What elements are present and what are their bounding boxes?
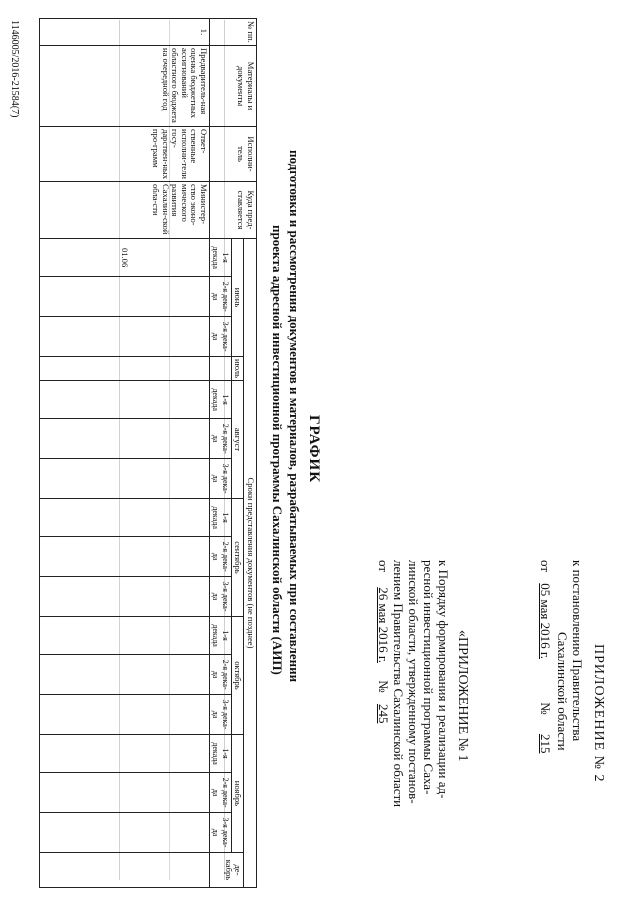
annex1-block [376, 560, 470, 870]
month-october: октябрь [232, 616, 245, 734]
month-september: сентябрь [232, 498, 245, 616]
september-decade-2: 2-я дека-да [210, 537, 232, 577]
annex2-title: ПРИЛОЖЕНИЕ № 2 [591, 644, 606, 783]
annex1-number-prefix: № [376, 680, 391, 693]
july-decade-blank [210, 356, 232, 380]
september-decade-1: 1-я декада [210, 498, 232, 536]
row1-june-3 [40, 317, 210, 357]
june-decade-3: 3-я дека-да [210, 317, 232, 357]
row1-july [40, 356, 210, 380]
row1-december [40, 852, 210, 887]
row1-september-1 [40, 498, 210, 536]
row1-september-2 [40, 537, 210, 577]
annex1-line-1: ресной инвестиционной программы Саха- [421, 560, 436, 795]
header-number: № пп. [210, 19, 257, 46]
october-decade-1: 1-я декада [210, 616, 232, 654]
august-decade-1: 1-я декада [210, 381, 232, 419]
row1-october-3 [40, 695, 210, 735]
header-deadlines: Сроки представления документов (не позднее) [244, 239, 257, 888]
month-august: август [232, 381, 245, 499]
annex2-number: 215 [538, 733, 553, 754]
annex2-date-prefix: от [538, 560, 553, 573]
october-decade-3: 3-я дека-да [210, 695, 232, 735]
june-decade-2: 2-я дека-да [210, 277, 232, 317]
annex1-line-0: к Порядку формирования и реализации ад- [436, 560, 451, 799]
august-decade-3: 3-я дека-да [210, 459, 232, 499]
row1-june-2 [40, 277, 210, 317]
row1-materials: Предваритель-ная оценка бюджетных ассигнований областного бюджета на очередной год [40, 46, 210, 127]
schedule-title: ГРАФИК [306, 415, 322, 484]
annex1-date: 26 мая 2016 г. [376, 587, 391, 664]
annex2-date: 05 мая 2016 г. [538, 583, 553, 660]
row1-november-2 [40, 773, 210, 813]
row1-executor: Ответ-ственные исполни-тели госу-дарствен-ных про-грамм [40, 127, 210, 182]
october-decade-2: 2-я дека-да [210, 655, 232, 695]
month-november: ноябрь [232, 734, 245, 852]
annex2-line2: Сахалинской области [555, 632, 570, 751]
annex2-number-prefix: № [538, 702, 553, 715]
table-header-row [244, 19, 257, 888]
august-decade-2: 2-я дека-да [210, 419, 232, 459]
schedule-table [39, 18, 257, 888]
annex2-line1: к постановлению Правительства [570, 560, 585, 742]
september-decade-3: 3-я дека-да [210, 577, 232, 617]
june-decade-1: 1-я декада [210, 239, 232, 277]
header-destination: Куда пред-ставляется [210, 182, 257, 239]
annex1-number: 245 [376, 703, 391, 724]
row1-october-2 [40, 655, 210, 695]
table-row [40, 19, 210, 888]
header-executor: Исполни-тель [210, 127, 257, 182]
month-june: июнь [232, 239, 245, 357]
november-decade-2: 2-я дека-да [210, 773, 232, 813]
annex1-line-2: линской области, утвержденному постанов- [406, 560, 421, 804]
month-december: де-кабрь [210, 852, 245, 887]
annex2-block [538, 560, 606, 860]
row1-october-1 [40, 616, 210, 654]
november-decade-1: 1-я декада [210, 734, 232, 772]
row1-number: 1. [40, 19, 210, 46]
annex1-date-prefix: от [376, 560, 391, 573]
row1-destination: Министер-ство эконо-мического развития Сахалин-ской обла-сти [40, 182, 210, 239]
row1-august-3 [40, 459, 210, 499]
schedule-subtitle-line2: проекта адресной инвестиционной программы Сахалинской области (АИП) [270, 225, 285, 675]
november-decade-3: 3-я дека-да [210, 813, 232, 853]
row1-september-3 [40, 577, 210, 617]
row1-august-1 [40, 381, 210, 419]
registration-stamp: 1146005/2016-21584(7) [9, 20, 20, 118]
row1-november-1 [40, 734, 210, 772]
annex1-title: «ПРИЛОЖЕНИЕ № 1 [455, 630, 470, 762]
month-july: июль [232, 356, 245, 380]
header-materials: Материалы и документы [210, 46, 257, 127]
annex1-line-3: лением Правительства Сахалинской области [391, 560, 406, 808]
row1-august-2 [40, 419, 210, 459]
row1-november-3 [40, 813, 210, 853]
row1-june-1: 01.06 [40, 239, 210, 277]
schedule-subtitle-line1: подготовки и рассмотрения документов и материалов, разрабатываемых при составлении [287, 150, 302, 683]
